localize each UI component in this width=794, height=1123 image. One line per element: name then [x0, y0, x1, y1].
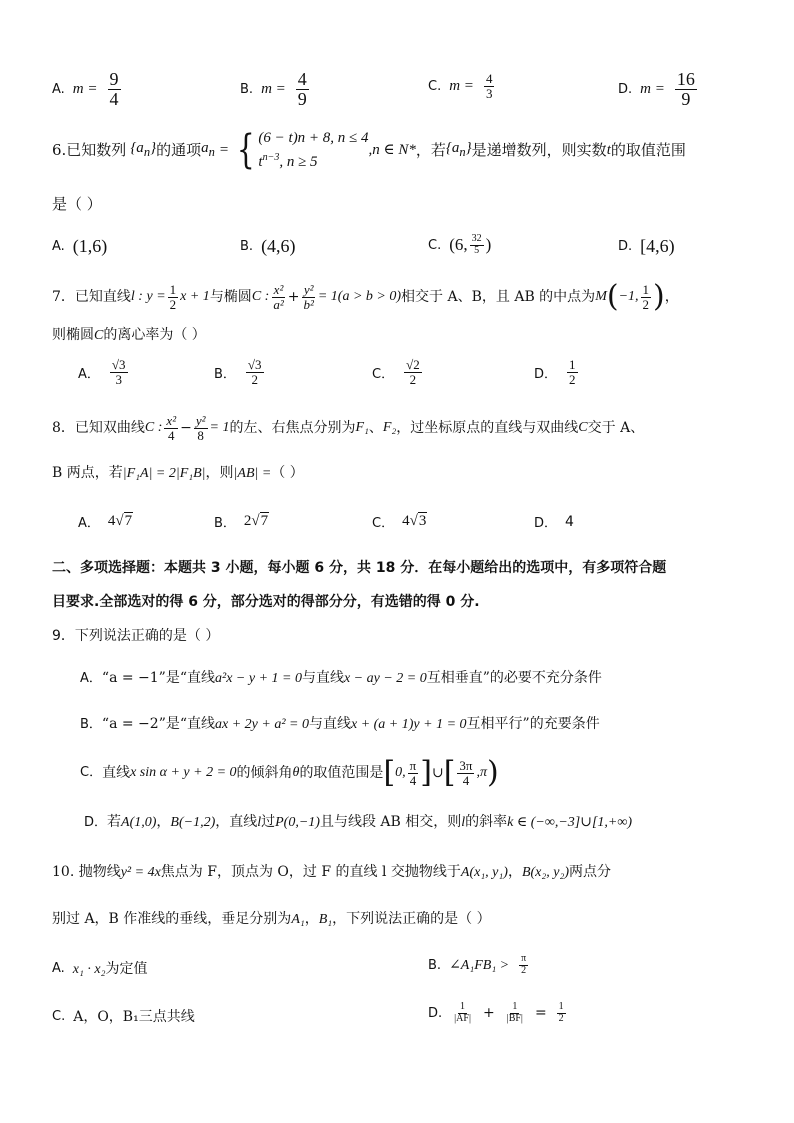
fraction [271, 283, 285, 311]
option-label: C． [372, 366, 395, 382]
equals: = [218, 142, 229, 158]
fraction [567, 358, 578, 386]
option-text-3: 过 [261, 814, 276, 830]
q6-text-mid: 的通项 [156, 141, 202, 159]
line-l: l [257, 815, 262, 830]
denominator: 5 [474, 244, 480, 256]
q9-option-b[interactable] [80, 714, 600, 735]
q7-text: 7．已知直线 [52, 289, 131, 305]
q6-text-mid3: 是递增数列，则实数 [471, 141, 607, 159]
option-text-2: 与直线 [308, 716, 351, 732]
point-b: B(−1,2) [170, 815, 216, 830]
q5-option-d[interactable] [618, 70, 699, 109]
separator: ， [304, 911, 319, 927]
t-symbol: t [606, 142, 611, 158]
option-expr: x₁ · x₂ [72, 962, 106, 977]
theta-symbol: θ [292, 765, 300, 780]
denominator: 8 [197, 427, 204, 443]
option-text: “a = −2”是“直线 [101, 716, 216, 732]
q5-option-a[interactable] [52, 70, 123, 109]
fraction [457, 759, 474, 787]
option-lhs: m = [72, 80, 98, 97]
point-m-x: −1, [618, 289, 639, 304]
numerator: 32 [471, 233, 482, 244]
option-text: “a = −1”是“直线 [101, 670, 215, 686]
option-label: B. [240, 239, 254, 254]
denominator: a² [273, 296, 284, 312]
hyperbola-post: = 1 [209, 420, 230, 436]
ellipse-pre: C : [251, 289, 270, 304]
fraction [246, 358, 264, 386]
an-sub: n [208, 145, 215, 159]
option-label: D． [534, 516, 558, 531]
option-label: A. [52, 81, 65, 97]
coefficient: 2 [243, 513, 252, 529]
denominator: |BF| [506, 1012, 523, 1024]
q7-option-d[interactable] [534, 358, 580, 386]
line-eq-post: x + 1 [180, 289, 210, 304]
paren-close: ) [653, 279, 665, 314]
ellipse-c: C [94, 328, 104, 343]
numerator: π [409, 757, 417, 773]
q8-option-b[interactable] [214, 512, 269, 531]
q8-text: 8．已知双曲线 [52, 420, 145, 437]
point-m: M [595, 289, 607, 304]
option-radical: 4√7 [107, 513, 133, 529]
numerator: x² [273, 281, 284, 297]
fraction [484, 72, 495, 100]
focus-f2: F₂ [382, 420, 397, 436]
fraction [408, 759, 419, 787]
denominator: 4 [462, 772, 470, 788]
q6-option-d[interactable] [618, 236, 675, 257]
q7-line2-text: 则椭圆 [52, 327, 94, 343]
option-lhs: m = [261, 80, 286, 97]
option-label: D. [618, 81, 633, 97]
option-text: 直线 [102, 765, 131, 781]
numerator: √3 [111, 357, 126, 372]
denominator: 9 [297, 88, 307, 109]
option-text: (1,6) [72, 236, 108, 256]
hyperbola-pre: C : [144, 420, 163, 436]
numerator: 4 [297, 69, 307, 89]
q8-text-mid: 的左、右焦点分别为 [229, 420, 356, 437]
numerator: 3π [459, 757, 473, 773]
condition: |F₁A| = 2|F₁B| [122, 466, 206, 481]
denominator: 9 [681, 88, 691, 109]
section2-heading-line2: 目要求.全部选对的得 6 分，部分选对的得部分分，有选错的得 0 分. [52, 594, 480, 610]
option-text-5: 的斜率 [465, 814, 508, 830]
expr-pre: (6, [449, 235, 468, 254]
option-text-2: 与直线 [301, 670, 344, 686]
fraction [404, 358, 422, 386]
q7-tail: ， [664, 289, 679, 305]
q6-text-mid2: ，若 [415, 141, 446, 159]
numerator: 1 [169, 281, 177, 297]
line-l-2: l [461, 815, 466, 830]
expr-post: ) [485, 235, 492, 254]
option-label: A. [52, 239, 65, 254]
q7-text-mid2: 相交于 A、B，且 AB 的中点为 [401, 289, 596, 305]
q8-stem-line2 [52, 463, 304, 484]
seq-close: } [150, 140, 157, 156]
separator: 、 [368, 420, 383, 437]
option-text: 若 [107, 814, 122, 830]
option-expr [449, 234, 491, 256]
equation-1: x sin α + y + 2 = 0 [130, 765, 237, 780]
plus: + [287, 289, 300, 305]
q9-option-d[interactable] [84, 812, 632, 833]
q7-stem-line2 [52, 325, 206, 346]
q6-option-c[interactable] [428, 234, 491, 256]
ab-length: |AB| = [233, 466, 272, 481]
fraction [194, 414, 208, 442]
q7-option-b[interactable] [214, 358, 266, 386]
seq-symbol [130, 138, 156, 162]
option-radical: 2√7 [243, 513, 269, 529]
q8-text-end: 交于 A、 [587, 420, 645, 437]
q10-text: 10. 抛物线 [52, 864, 121, 880]
coefficient: 4 [402, 513, 410, 529]
bracket-close: ] [420, 755, 432, 790]
option-label: A. [52, 960, 65, 976]
fraction [641, 283, 652, 311]
an-base: a [201, 140, 209, 156]
case-2-base: t [258, 154, 263, 170]
q10-stem [52, 862, 611, 883]
denominator: 2 [251, 371, 258, 387]
denominator: 4 [168, 427, 175, 443]
seq-symbol-2 [446, 138, 472, 162]
numerator: π [521, 953, 527, 964]
denominator: 2 [569, 371, 576, 387]
option-label: C. [428, 78, 442, 94]
q6-option-a[interactable] [52, 236, 107, 257]
fraction [505, 1002, 525, 1024]
option-text: A，O，B₁三点共线 [73, 1009, 195, 1025]
line-eq-pre: l : y = [130, 289, 166, 304]
an-symbol [201, 138, 215, 162]
q8-text-rest: ，过坐标原点的直线与双曲线 [396, 420, 579, 437]
q7-line2-end: 的离心率为（ ） [103, 327, 206, 343]
option-label: C． [80, 765, 103, 780]
numerator: y² [303, 281, 314, 297]
denominator: 2 [409, 371, 417, 387]
q7-text-mid: 与椭圆 [209, 289, 252, 305]
q7-stem [52, 279, 679, 314]
q10-option-d[interactable] [428, 1002, 568, 1024]
q10-option-c[interactable] [52, 1006, 195, 1026]
option-text-2: ，直线 [215, 814, 258, 830]
numerator: y² [195, 413, 206, 428]
numerator: √2 [406, 357, 420, 372]
option-text: (4,6) [261, 236, 296, 256]
q10-line2: 别过 A，B 作准线的垂线，垂足分别为 [52, 911, 292, 927]
option-label: B． [80, 717, 102, 732]
cases [258, 128, 368, 172]
q10-text-mid: 焦点为 F，顶点为 O，过 F 的直线 l 交抛物线于 [160, 864, 461, 880]
coefficient: 4 [107, 513, 116, 529]
option-text-3: 互相垂直”的必要不充分条件 [426, 670, 602, 686]
fraction [108, 70, 121, 109]
q8-option-d[interactable] [534, 512, 574, 531]
option-expr: ∠A₁FB₁ > [449, 957, 510, 973]
plus: + [482, 1005, 495, 1021]
focus-f1: F₁ [355, 420, 369, 436]
numerator: 1 [460, 1001, 466, 1012]
radicand: 7 [260, 513, 269, 529]
case-2 [258, 148, 368, 172]
seq-sub: n [143, 145, 151, 159]
fraction [301, 283, 315, 311]
q10-text-end: 两点分 [568, 864, 611, 880]
equals: = [534, 1005, 547, 1021]
point-p: P(0,−1) [275, 815, 320, 830]
numerator: x² [166, 413, 177, 428]
q7-option-a[interactable] [78, 358, 130, 386]
denominator: 2 [558, 1012, 564, 1024]
point-b: B(x₂, y₂) [521, 865, 569, 880]
numerator: √3 [247, 357, 262, 372]
option-radical: 4√3 [402, 513, 427, 529]
equation-2: x − ay − 2 = 0 [343, 671, 427, 686]
q9-option-a[interactable] [80, 668, 602, 689]
q5-option-b[interactable] [240, 70, 311, 109]
foot-a1: A₁ [291, 912, 305, 927]
union: ∪ [431, 765, 444, 781]
curve-c: C [578, 420, 588, 436]
minus: − [180, 420, 192, 437]
q5-option-c[interactable] [428, 72, 496, 100]
option-label: A． [78, 366, 100, 382]
seq-open: {a [445, 140, 460, 156]
case-2-sup: n−3 [262, 152, 280, 163]
denominator: 2 [521, 964, 527, 976]
q6-text: 6.已知数列 [52, 141, 127, 159]
foot-b1: B₁ [318, 912, 333, 927]
point-a: A(1,0) [121, 815, 157, 830]
option-label: D. [618, 239, 633, 254]
slope-range: k ∈ (−∞,−3]∪[1,+∞) [507, 815, 632, 830]
fraction [168, 283, 179, 311]
q8-line2-c: （ ） [271, 465, 304, 481]
denominator: b² [303, 296, 314, 312]
numerator: 1 [558, 1001, 564, 1012]
q10-line2-end: ，下列说法正确的是（ ） [332, 911, 491, 927]
bracket-open-2: [ [443, 755, 456, 790]
option-label: B. [428, 957, 442, 973]
denominator: 3 [485, 85, 493, 101]
denominator: 4 [109, 88, 119, 109]
option-text-4: 且与线段 AB 相交，则 [319, 814, 462, 830]
numerator: 4 [485, 71, 493, 86]
numerator: 1 [642, 281, 650, 297]
case-1: (6 − t)n + 8, n ≤ 4 [258, 130, 369, 146]
option-label: D． [84, 815, 108, 830]
domain: ,n ∈ N* [368, 142, 416, 158]
numerator: 1 [569, 357, 576, 372]
denominator: 2 [642, 296, 650, 312]
q10-stem-line2 [52, 909, 491, 930]
q8-line2-b: ，则 [205, 465, 234, 481]
q8-line2-a: B 两点，若 [52, 465, 123, 481]
paren-close: ) [487, 755, 499, 790]
q6-option-b[interactable] [240, 236, 296, 257]
ellipse-post: = 1(a > b > 0) [317, 289, 402, 304]
option-text-3: 的取值范围是 [299, 765, 384, 781]
interval-1-start: 0, [395, 765, 406, 780]
option-label: A． [80, 671, 102, 686]
option-label: B. [240, 81, 254, 97]
q9-stem: 9．下列说法正确的是（ ） [52, 628, 220, 644]
option-label: A． [78, 516, 100, 531]
equation-2: x + (a + 1)y + 1 = 0 [350, 717, 467, 732]
option-text: 4 [565, 513, 574, 530]
q10-option-a[interactable] [52, 958, 147, 978]
option-lhs: m = [640, 80, 665, 97]
q8-option-a[interactable] [78, 512, 133, 531]
equation-1: a²x − y + 1 = 0 [215, 671, 302, 686]
piecewise [233, 128, 369, 172]
fraction [557, 1002, 566, 1024]
seq-sub: n [459, 145, 466, 159]
denominator: 4 [409, 772, 417, 788]
point-a: A(x₁, y₁) [460, 865, 508, 880]
q6-stem-line2: 是（ ） [52, 195, 102, 213]
q6-stem [52, 128, 686, 172]
numerator: 9 [109, 69, 119, 89]
separator: ， [156, 814, 171, 830]
option-text-3: 互相平行”的充要条件 [466, 716, 600, 732]
seq-open: {a [130, 140, 144, 156]
option-label: D． [534, 366, 558, 382]
fraction [164, 414, 178, 442]
q9-option-c[interactable] [80, 755, 499, 790]
option-label: B． [214, 366, 236, 382]
fraction [519, 954, 528, 976]
left-brace: { [236, 127, 255, 173]
fraction [452, 1002, 473, 1024]
numerator: 16 [676, 69, 695, 89]
parabola-eq: y² = 4x [120, 865, 161, 880]
option-text: [4,6) [640, 236, 675, 256]
radicand: 3 [418, 513, 427, 529]
option-lhs: m = [449, 77, 474, 94]
q8-option-c[interactable] [372, 512, 427, 531]
option-label: C． [372, 516, 395, 531]
q8-stem [52, 414, 644, 442]
bracket-open: [ [383, 755, 396, 790]
equation-1: ax + 2y + a² = 0 [215, 717, 309, 732]
q10-option-b[interactable] [428, 954, 530, 976]
denominator: 2 [169, 296, 177, 312]
option-text: 为定值 [105, 961, 148, 977]
numerator: 1 [512, 1001, 518, 1012]
paren-open: ( [606, 279, 619, 314]
fraction [110, 358, 128, 386]
fraction [470, 234, 484, 256]
q7-option-c[interactable] [372, 358, 424, 386]
option-label: B． [214, 516, 236, 531]
denominator: |AF| [454, 1012, 471, 1024]
interval-2-end: ,π [476, 765, 487, 780]
option-label: D. [428, 1005, 443, 1021]
fraction [296, 70, 309, 109]
option-text-2: 的倾斜角 [236, 765, 293, 781]
radicand: 7 [124, 513, 133, 529]
q6-text-suffix: 的取值范围 [610, 141, 686, 159]
case-2-rest: , n ≥ 5 [279, 154, 318, 170]
seq-close: } [465, 140, 472, 156]
fraction [675, 70, 697, 109]
denominator: 3 [115, 371, 122, 387]
option-label: C. [52, 1008, 66, 1024]
section2-heading: 二、多项选择题：本题共 3 小题，每小题 6 分，共 18 分．在每小题给出的选项中，有多项符合题 [52, 560, 667, 576]
option-label: C. [428, 237, 442, 253]
separator: ， [507, 864, 522, 880]
